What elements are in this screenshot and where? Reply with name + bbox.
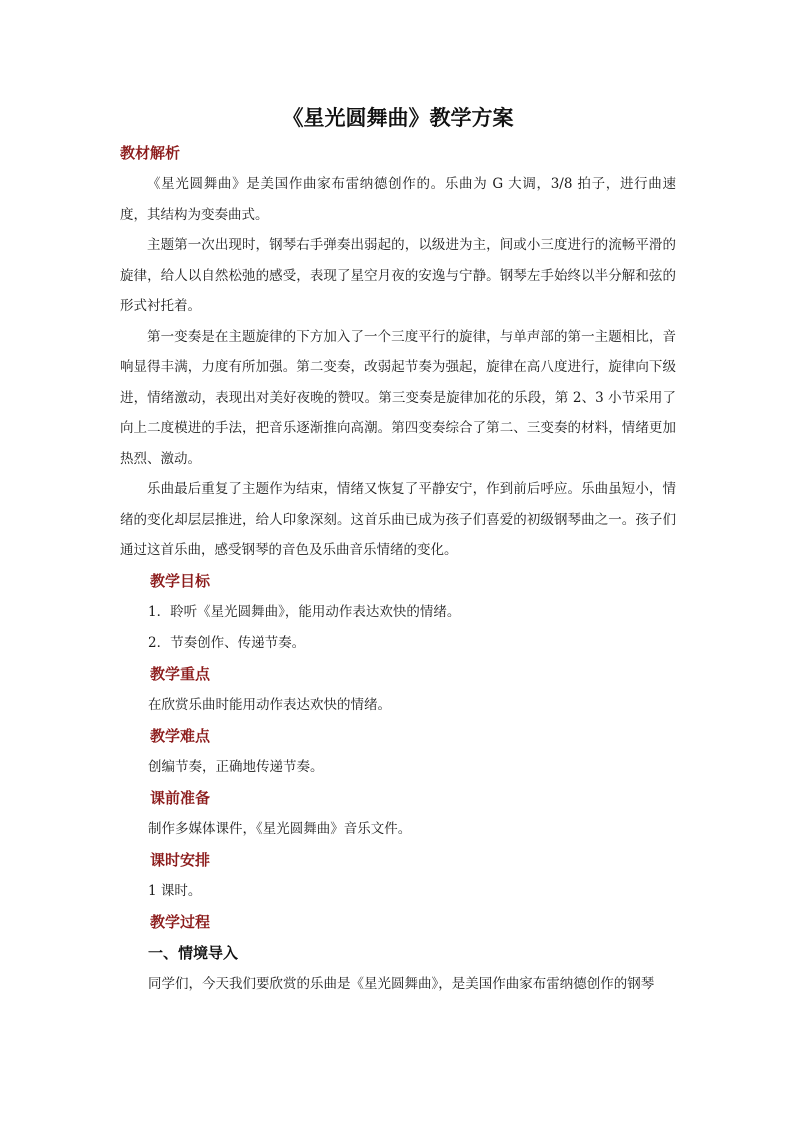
heading-preparation: 课前准备 [150,788,211,807]
document-content [120,98,676,1000]
goal-item-2: 2．节奏创作、传递节奏。 [148,634,306,651]
heading-difficulties: 教学难点 [150,726,211,745]
heading-key-points: 教学重点 [150,664,211,683]
analysis-paragraph-3: 第一变奏是在主题旋律的下方加入了一个三度平行的旋律，与单声部的第一主题相比，音响显得丰满，力度有所加强。第二变奏，改弱起节奏为强起，旋律在高八度进行，旋律向下级进，情绪激动，表现出对美好夜晚的赞叹。第三变奏是旋律加花的乐段，第 2、3 小节采用了向上二度模进的手法，把音乐逐渐推向高潮。第四变奏综合了第二、三变奏的材料，情绪更加热烈、激动。 [120,328,676,467]
analysis-paragraph-4: 乐曲最后重复了主题作为结束，情绪又恢复了平静安宁，作到前后呼应。乐曲虽短小，情绪的变化却层层推进，给人印象深刻。这首乐曲已成为孩子们喜爱的初级钢琴曲之一。孩子们通过这首乐曲，感受钢琴的音色及乐曲音乐情绪的变化。 [120,481,676,558]
preparation-text: 制作多媒体课件，《星光圆舞曲》音乐文件。 [148,820,412,837]
goal-item-1: 1．聆听《星光圆舞曲》，能用动作表达欢快的情绪。 [148,603,461,620]
heading-analysis: 教材解析 [120,144,181,162]
difficulties-text: 创编节奏，正确地传递节奏。 [148,758,324,775]
heading-goals: 教学目标 [150,571,211,590]
heading-process: 教学过程 [150,912,211,931]
analysis-paragraph-2: 主题第一次出现时，钢琴右手弹奏出弱起的，以级进为主，间或小三度进行的流畅平滑的旋律，给人以自然松弛的感受，表现了星空月夜的安逸与宁静。钢琴左手始终以半分解和弦的形式衬托着。 [120,237,676,314]
heading-schedule: 课时安排 [150,850,211,869]
process-subheading: 一、情境导入 [148,943,239,962]
document-title: 《星光圆舞曲》教学方案 [282,105,514,130]
analysis-paragraph-1: 《星光圆舞曲》是美国作曲家布雷纳德创作的。乐曲为 G 大调，3/8 拍子，进行曲速度，其结构为变奏曲式。 [120,176,676,223]
process-text: 同学们，今天我们要欣赏的乐曲是《星光圆舞曲》，是美国作曲家布雷纳德创作的钢琴 [148,975,655,992]
schedule-text: 1 课时。 [148,882,202,899]
key-points-text: 在欣赏乐曲时能用动作表达欢快的情绪。 [148,696,391,713]
